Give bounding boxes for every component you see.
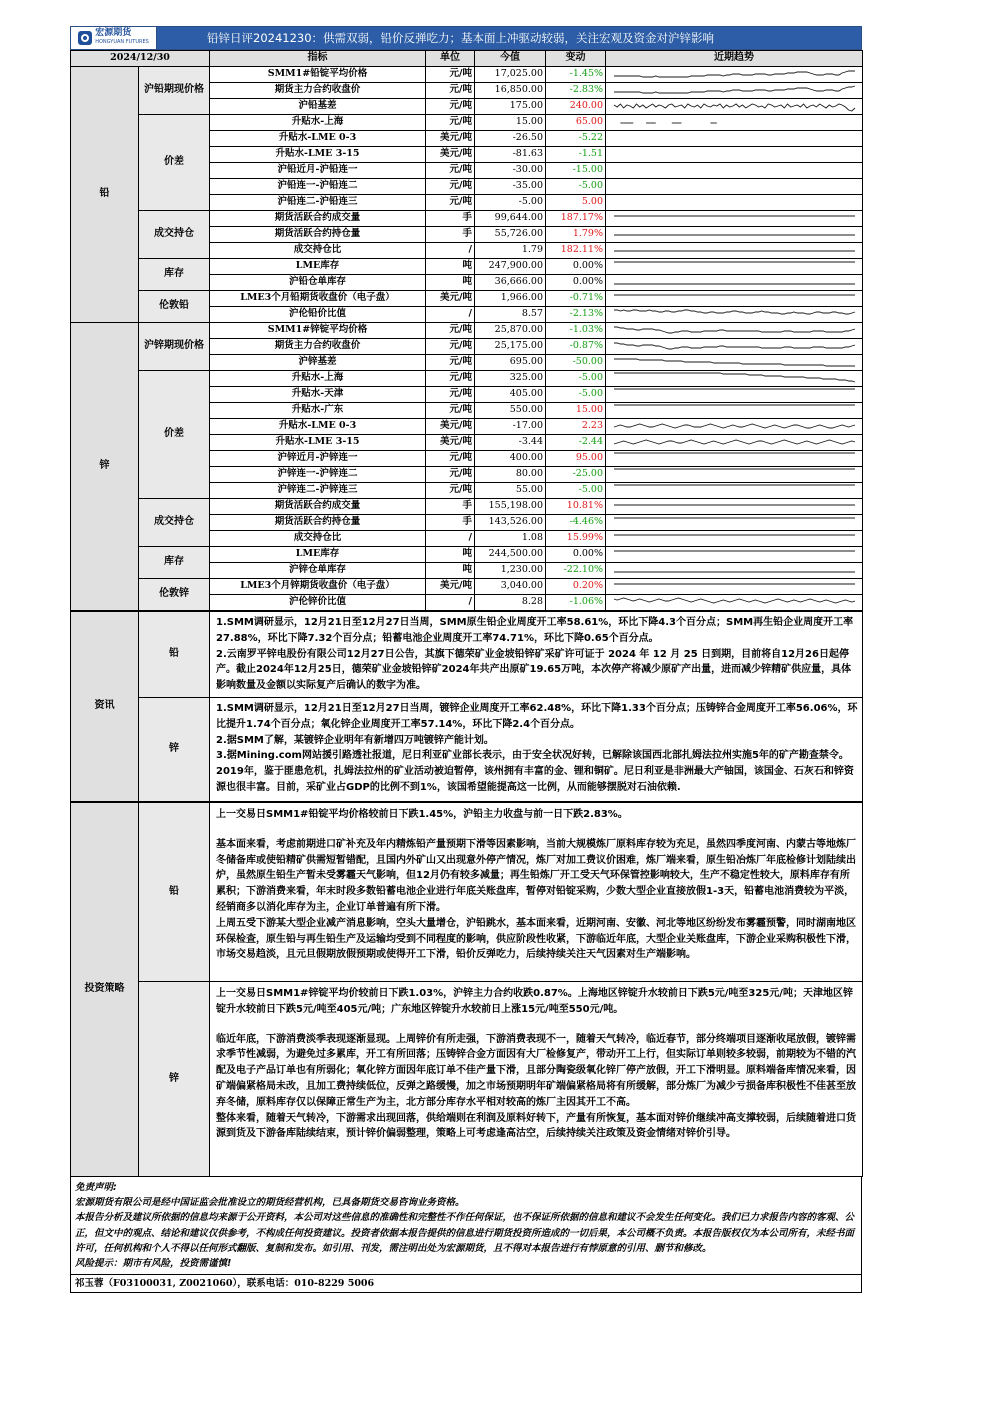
section-label: 锌 xyxy=(71,323,139,611)
table-header-row xyxy=(71,51,863,67)
group-label: 沪铅期现价格 xyxy=(139,67,210,115)
trend-cell xyxy=(606,195,863,211)
disclaimer-title: 免责声明: xyxy=(75,1181,117,1193)
value-cell: 3,040.00 xyxy=(475,579,546,595)
value-cell: 16,850.00 xyxy=(475,83,546,99)
unit-cell: / xyxy=(426,595,475,611)
unit-cell: 元/吨 xyxy=(426,163,475,179)
trend-sparkline xyxy=(606,67,863,82)
value-cell: 1,230.00 xyxy=(475,563,546,579)
trend-cell xyxy=(606,467,863,483)
indicator-label: LME3个月锌期货收盘价（电子盘） xyxy=(210,579,426,595)
change-cell: 187.17% xyxy=(546,211,606,227)
change-cell: 65.00 xyxy=(546,115,606,131)
group-label: 库存 xyxy=(139,547,210,579)
unit-cell: 美元/吨 xyxy=(426,147,475,163)
strategy-lead-label: 铅 xyxy=(139,802,210,981)
unit-cell: 美元/吨 xyxy=(426,131,475,147)
trend-cell xyxy=(606,595,863,611)
change-cell: -1.03% xyxy=(546,323,606,339)
trend-sparkline xyxy=(606,435,863,450)
unit-cell: 元/吨 xyxy=(426,67,475,83)
unit-cell: 元/吨 xyxy=(426,99,475,115)
sparkline-path xyxy=(614,310,855,314)
value-cell: -81.63 xyxy=(475,147,546,163)
strategy-zinc-para: 整体来看，随着天气转冷，下游需求出现回落，供给端则在利润及原料好转下，产量有所恢复，基本面对锌价继续冲高支撑较弱，后续随着进口货源到货及下游备库陆续结束，预计锌价偏弱整理，策略上可考虑逢高沽空，后续持续关注政策及资金情绪对锌价引导。 xyxy=(216,1112,856,1140)
trend-sparkline xyxy=(606,211,863,226)
sparkline-path xyxy=(614,598,855,603)
value-cell: 695.00 xyxy=(475,355,546,371)
value-cell: 325.00 xyxy=(475,371,546,387)
strategy-table xyxy=(70,802,863,1177)
unit-cell: 美元/吨 xyxy=(426,419,475,435)
table-row xyxy=(71,259,863,275)
trend-cell xyxy=(606,83,863,99)
unit-cell: 元/吨 xyxy=(426,371,475,387)
trend-cell xyxy=(606,275,863,291)
group-label: 成交持仓 xyxy=(139,211,210,259)
value-cell: 80.00 xyxy=(475,467,546,483)
trend-cell xyxy=(606,115,863,131)
sparkline-path xyxy=(614,327,855,333)
change-cell: -1.51 xyxy=(546,147,606,163)
sparkline-path xyxy=(614,71,855,77)
trend-cell xyxy=(606,515,863,531)
value-cell: -5.00 xyxy=(475,195,546,211)
table-row xyxy=(71,499,863,515)
value-cell: 244,500.00 xyxy=(475,547,546,563)
group-label: 价差 xyxy=(139,371,210,499)
group-label: 价差 xyxy=(139,115,210,211)
indicator-label: 成交持仓比 xyxy=(210,531,426,547)
change-cell: 0.00% xyxy=(546,547,606,563)
trend-cell xyxy=(606,179,863,195)
indicator-label: 期货主力合约收盘价 xyxy=(210,83,426,99)
unit-cell: 手 xyxy=(426,211,475,227)
indicator-label: 升贴水-上海 xyxy=(210,115,426,131)
trend-cell xyxy=(606,371,863,387)
value-cell: 8.28 xyxy=(475,595,546,611)
indicator-label: 期货活跃合约持仓量 xyxy=(210,227,426,243)
strategy-lead-para: 基本面来看，考虑前期进口矿补充及年内精炼铅产量预期下滑等因素影响，当前大规模炼厂原料库存较为充足，虽然四季度河南、内蒙古等地炼厂冬储备库或使铅精矿供需短暂错配，且国内外矿山又出现意外停产情况，炼厂对加工费议价困难，炼厂端来看，原生铅冶炼厂年底检修计划陆续出炉，虽然原生铅生产暂未受雾霾天气影响，但12月仍有较多减量；再生铅炼厂开工受天气环保管控影响较大，生产不稳定性较大，原料库存有所累积；下游消费来看，年末时段多数铅蓄电池企业进行年底关账盘库，暂停对铅锭采购，少数大型企业直接放假1-3天，铅蓄电池消费较为平淡，经销商多以消化库存为主，企业订单普遍有所下滑。 xyxy=(216,838,856,913)
change-cell: -2.83% xyxy=(546,83,606,99)
news-zinc-label: 锌 xyxy=(139,697,210,801)
sparkline-path xyxy=(614,424,855,428)
report xyxy=(70,26,862,1293)
trend-cell xyxy=(606,563,863,579)
unit-cell: 元/吨 xyxy=(426,339,475,355)
trend-sparkline xyxy=(606,275,863,290)
change-cell: 15.99% xyxy=(546,531,606,547)
trend-cell xyxy=(606,67,863,83)
change-cell: 0.00% xyxy=(546,275,606,291)
indicator-label: 升贴水-天津 xyxy=(210,387,426,403)
table-row xyxy=(71,115,863,131)
sparkline-path xyxy=(614,343,855,349)
value-cell: 17,025.00 xyxy=(475,67,546,83)
change-cell: -2.44 xyxy=(546,435,606,451)
disclaimer-line: 宏源期货有限公司是经中国证监会批准设立的期货经营机构，已具备期货交易咨询业务资格。 xyxy=(75,1197,465,1209)
value-cell: 99,644.00 xyxy=(475,211,546,227)
trend-cell xyxy=(606,531,863,547)
indicator-label: 沪伦铅价比值 xyxy=(210,307,426,323)
news-lead-para: 1.SMM调研显示，12月21日至12月27日当周，SMM原生铅企业周度开工率58.61%，环比下降4.3个百分点；SMM再生铅企业周度开工率27.88%，环比下降7.32个百分点；铅蓄电池企业周度开工率74.71%，环比下降0.65个百分点。 xyxy=(216,617,854,644)
trend-sparkline xyxy=(606,467,863,482)
unit-cell: 元/吨 xyxy=(426,403,475,419)
trend-sparkline xyxy=(606,531,863,546)
trend-sparkline xyxy=(606,387,863,402)
value-cell: 143,526.00 xyxy=(475,515,546,531)
report-header xyxy=(70,26,862,50)
trend-sparkline xyxy=(606,179,863,194)
change-cell: -5.00 xyxy=(546,387,606,403)
unit-cell: 元/吨 xyxy=(426,83,475,99)
trend-cell xyxy=(606,403,863,419)
change-cell: -5.00 xyxy=(546,371,606,387)
change-cell: -22.10% xyxy=(546,563,606,579)
change-cell: -4.46% xyxy=(546,515,606,531)
change-cell: -2.13% xyxy=(546,307,606,323)
indicator-label: 升贴水-广东 xyxy=(210,403,426,419)
value-cell: 25,870.00 xyxy=(475,323,546,339)
trend-sparkline xyxy=(606,227,863,242)
col-change: 变动 xyxy=(546,51,606,67)
logo-name: 宏源期货 xyxy=(95,28,132,38)
value-cell: 1,966.00 xyxy=(475,291,546,307)
change-cell: 1.79% xyxy=(546,227,606,243)
change-cell: 15.00 xyxy=(546,403,606,419)
unit-cell: 元/吨 xyxy=(426,179,475,195)
trend-sparkline xyxy=(606,147,863,162)
strategy-lead-para: 上周五受下游某大型企业减产消息影响，空头大量增仓，沪铅跳水，基本面来看，近期河南、安徽、河北等地区纷纷发布雾霾预警，同时湖南地区环保检查，原生铅与再生铅生产及运输均受到不同程度的影响，供应阶段性收紧，下游临近年底，大型企业关账盘库，下游企业采购积极性下滑，市场交易趋淡，且元旦假期放假预期或使得开工下滑，铅价反弹吃力，后续持续关注天气因素对生产端影响。 xyxy=(216,917,856,961)
unit-cell: 吨 xyxy=(426,547,475,563)
change-cell: -5.00 xyxy=(546,483,606,499)
indicator-label: 升贴水-LME 3-15 xyxy=(210,435,426,451)
value-cell: 1.08 xyxy=(475,531,546,547)
value-cell: 247,900.00 xyxy=(475,259,546,275)
change-cell: 2.23 xyxy=(546,419,606,435)
value-cell: 400.00 xyxy=(475,451,546,467)
group-label: 伦敦锌 xyxy=(139,579,210,611)
news-lead-label: 铅 xyxy=(139,612,210,698)
trend-cell xyxy=(606,579,863,595)
unit-cell: 手 xyxy=(426,227,475,243)
trend-cell xyxy=(606,451,863,467)
trend-cell xyxy=(606,211,863,227)
trend-cell xyxy=(606,435,863,451)
value-cell: -3.44 xyxy=(475,435,546,451)
unit-cell: 美元/吨 xyxy=(426,435,475,451)
analyst-contact: 祁玉蓉（F03100031, Z0021060），联系电话：010-8229 5006 xyxy=(70,1275,862,1293)
disclaimer-line: 风险提示：期市有风险，投资需谨慎! xyxy=(75,1258,232,1269)
indicator-label: 沪铅近月-沪铅连一 xyxy=(210,163,426,179)
unit-cell: 美元/吨 xyxy=(426,291,475,307)
trend-sparkline xyxy=(606,83,863,98)
value-cell: -17.00 xyxy=(475,419,546,435)
trend-sparkline xyxy=(606,99,863,114)
change-cell: 240.00 xyxy=(546,99,606,115)
sparkline-path xyxy=(614,86,855,93)
unit-cell: 吨 xyxy=(426,275,475,291)
indicator-label: 升贴水-上海 xyxy=(210,371,426,387)
change-cell: -1.45% xyxy=(546,67,606,83)
trend-sparkline xyxy=(606,131,863,146)
trend-cell xyxy=(606,163,863,179)
strategy-lead-para: 上一交易日SMM1#铅锭平均价格较前日下跌1.45%，沪铅主力收盘与前一日下跌2.83%。 xyxy=(216,808,628,820)
value-cell: 405.00 xyxy=(475,387,546,403)
news-lead-text xyxy=(210,612,863,698)
indicator-label: 沪铅连一-沪铅连二 xyxy=(210,179,426,195)
news-zinc-para: 3.据Mining.com网站援引路透社报道，尼日利亚矿业部长表示，由于安全状况好转，已解除该国西北部扎姆法拉州实施5年的矿产勘查禁令。2019年，鉴于匪患危机，扎姆法拉州的矿业活动被迫暂停，该州拥有丰富的金、锂和铜矿。尼日利亚是非洲最大产铀国，该国金、石灰石和锌资源也很丰富。目前，采矿业占GDP的比例不到1%，该国希望能提高这一比例，从而能够摆脱对石油依赖. xyxy=(216,750,854,793)
trend-cell xyxy=(606,147,863,163)
trend-sparkline xyxy=(606,195,863,210)
unit-cell: 元/吨 xyxy=(426,483,475,499)
col-unit: 单位 xyxy=(426,51,475,67)
trend-cell xyxy=(606,99,863,115)
news-zinc-para: 2.据SMM了解，某镀锌企业明年有新增四万吨镀锌产能计划。 xyxy=(216,734,494,746)
logo-icon xyxy=(78,31,92,45)
strategy-zinc-para: 上一交易日SMM1#锌锭平均价较前日下跌1.03%，沪锌主力合约收跌0.87%。上海地区锌锭升水较前日下跌5元/吨至325元/吨；天津地区锌锭升水较前日下跌5元/吨至405元/吨；广东地区锌锭升水较前日上涨15元/吨至550元/吨。 xyxy=(216,987,853,1015)
trend-sparkline xyxy=(606,243,863,258)
change-cell: -25.00 xyxy=(546,467,606,483)
value-cell: 155,198.00 xyxy=(475,499,546,515)
unit-cell: 元/吨 xyxy=(426,451,475,467)
unit-cell: 元/吨 xyxy=(426,323,475,339)
change-cell: -5.22 xyxy=(546,131,606,147)
value-cell: 8.57 xyxy=(475,307,546,323)
indicator-label: 沪铅仓单库存 xyxy=(210,275,426,291)
indicator-label: 沪锌近月-沪锌连一 xyxy=(210,451,426,467)
group-label: 成交持仓 xyxy=(139,499,210,547)
sparkline-path xyxy=(614,373,855,382)
change-cell: -50.00 xyxy=(546,355,606,371)
market-data-table xyxy=(70,50,863,611)
change-cell: 182.11% xyxy=(546,243,606,259)
trend-sparkline xyxy=(606,595,863,610)
trend-cell xyxy=(606,355,863,371)
indicator-label: 升贴水-LME 0-3 xyxy=(210,131,426,147)
table-row xyxy=(71,323,863,339)
unit-cell: / xyxy=(426,307,475,323)
unit-cell: 元/吨 xyxy=(426,195,475,211)
indicator-label: 期货活跃合约成交量 xyxy=(210,499,426,515)
indicator-label: 沪铅基差 xyxy=(210,99,426,115)
trend-sparkline xyxy=(606,419,863,434)
news-table xyxy=(70,611,863,802)
trend-cell xyxy=(606,339,863,355)
sparkline-path xyxy=(614,359,855,366)
trend-cell xyxy=(606,243,863,259)
value-cell: 550.00 xyxy=(475,403,546,419)
unit-cell: 元/吨 xyxy=(426,355,475,371)
indicator-label: 沪伦锌价比值 xyxy=(210,595,426,611)
trend-cell xyxy=(606,259,863,275)
group-label: 伦敦铅 xyxy=(139,291,210,323)
value-cell: 55,726.00 xyxy=(475,227,546,243)
indicator-label: LME库存 xyxy=(210,259,426,275)
col-today: 今值 xyxy=(475,51,546,67)
trend-sparkline xyxy=(606,163,863,178)
trend-sparkline xyxy=(606,547,863,562)
indicator-label: SMM1#铅锭平均价格 xyxy=(210,67,426,83)
indicator-label: LME库存 xyxy=(210,547,426,563)
trend-sparkline xyxy=(606,579,863,594)
table-row xyxy=(71,211,863,227)
table-row xyxy=(71,291,863,307)
trend-sparkline xyxy=(606,515,863,530)
change-cell: 10.81% xyxy=(546,499,606,515)
change-cell: -15.00 xyxy=(546,163,606,179)
indicator-label: 期货活跃合约持仓量 xyxy=(210,515,426,531)
trend-sparkline xyxy=(606,563,863,578)
indicator-label: 成交持仓比 xyxy=(210,243,426,259)
report-date: 2024/12/30 xyxy=(71,51,210,67)
indicator-label: 期货活跃合约成交量 xyxy=(210,211,426,227)
unit-cell: 吨 xyxy=(426,259,475,275)
trend-cell xyxy=(606,387,863,403)
trend-sparkline xyxy=(606,323,863,338)
group-label: 库存 xyxy=(139,259,210,291)
sparkline-path xyxy=(614,104,855,111)
table-row xyxy=(71,579,863,595)
disclaimer xyxy=(70,1177,862,1275)
unit-cell: 美元/吨 xyxy=(426,579,475,595)
indicator-label: SMM1#锌锭平均价格 xyxy=(210,323,426,339)
trend-sparkline xyxy=(606,355,863,370)
trend-cell xyxy=(606,291,863,307)
trend-cell xyxy=(606,483,863,499)
value-cell: 1.79 xyxy=(475,243,546,259)
trend-sparkline xyxy=(606,371,863,386)
change-cell: 95.00 xyxy=(546,451,606,467)
table-row xyxy=(71,67,863,83)
table-row xyxy=(71,547,863,563)
strategy-zinc-text xyxy=(210,981,863,1176)
value-cell: -26.50 xyxy=(475,131,546,147)
news-lead-para: 2.云南罗平锌电股份有限公司12月27日公告，其旗下德荣矿业金坡铅锌矿采矿许可证于 2024 年 12 月 25 日到期，目前将自12月26日起停产。截止2024年12月25日，德荣矿业金坡铅锌矿2024年共产出原矿19.65万吨，本次停产将减少原矿产出量，进而减少锌精矿供应量，具体影响数量及金额以实际复产后确认的数字为准。 xyxy=(216,648,852,692)
value-cell: 175.00 xyxy=(475,99,546,115)
company-logo xyxy=(71,27,157,49)
sparkline-path xyxy=(614,440,855,444)
trend-sparkline xyxy=(606,115,863,130)
trend-cell xyxy=(606,419,863,435)
change-cell: -0.87% xyxy=(546,339,606,355)
indicator-label: LME3个月铅期货收盘价（电子盘） xyxy=(210,291,426,307)
value-cell: 25,175.00 xyxy=(475,339,546,355)
value-cell: 36,666.00 xyxy=(475,275,546,291)
indicator-label: 升贴水-LME 0-3 xyxy=(210,419,426,435)
change-cell: 5.00 xyxy=(546,195,606,211)
unit-cell: 元/吨 xyxy=(426,467,475,483)
trend-cell xyxy=(606,323,863,339)
unit-cell: 手 xyxy=(426,499,475,515)
table-row xyxy=(71,371,863,387)
unit-cell: / xyxy=(426,243,475,259)
indicator-label: 升贴水-LME 3-15 xyxy=(210,147,426,163)
unit-cell: 吨 xyxy=(426,563,475,579)
strategy-section-label: 投资策略 xyxy=(71,802,139,1176)
col-trend: 近期趋势 xyxy=(606,51,863,67)
strategy-lead-text xyxy=(210,802,863,981)
value-cell: -35.00 xyxy=(475,179,546,195)
trend-sparkline xyxy=(606,307,863,322)
change-cell: -5.00 xyxy=(546,179,606,195)
value-cell: 15.00 xyxy=(475,115,546,131)
disclaimer-line: 本报告分析及建议所依据的信息均来源于公开资料，本公司对这些信息的准确性和完整性不作任何保证，也不保证所依据的信息和建议不会发生任何变化。我们已力求报告内容的客观、公正，但文中的观点、结论和建议仅供参考，不构成任何投资建议。投资者依据本报告提供的信息进行期货投资所造成的一切后果，本公司概不负责。本报告版权仅为本公司所有，未经书面许可，任何机构和个人不得以任何形式翻版、复制和发布。如引用、刊发，需注明出处为宏源期货，且不得对本报告进行有悖原意的引用、删节和修改。 xyxy=(75,1212,855,1254)
logo-name-en: HONGYUAN FUTURES xyxy=(95,39,149,45)
trend-cell xyxy=(606,307,863,323)
trend-cell xyxy=(606,131,863,147)
unit-cell: 手 xyxy=(426,515,475,531)
indicator-label: 沪锌仓单库存 xyxy=(210,563,426,579)
trend-sparkline xyxy=(606,291,863,306)
trend-sparkline xyxy=(606,451,863,466)
trend-sparkline xyxy=(606,339,863,354)
change-cell: -0.71% xyxy=(546,291,606,307)
indicator-label: 沪锌连一-沪锌连二 xyxy=(210,467,426,483)
value-cell: 55.00 xyxy=(475,483,546,499)
col-indicator: 指标 xyxy=(210,51,426,67)
unit-cell: 元/吨 xyxy=(426,387,475,403)
unit-cell: / xyxy=(426,531,475,547)
trend-sparkline xyxy=(606,499,863,514)
change-cell: 0.00% xyxy=(546,259,606,275)
indicator-label: 沪锌连二-沪锌连三 xyxy=(210,483,426,499)
change-cell: -1.06% xyxy=(546,595,606,611)
trend-cell xyxy=(606,227,863,243)
trend-cell xyxy=(606,547,863,563)
trend-sparkline xyxy=(606,403,863,418)
news-section-label: 资讯 xyxy=(71,612,139,802)
strategy-zinc-para: 临近年底，下游消费淡季表现逐渐显现。上周锌价有所走强，下游消费表现不一，随着天气转冷，临近春节，部分终端项目逐渐收尾放假，镀锌需求季节性减弱，为避免过多累库，开工有所回落；压铸锌合金方面因有大厂检修复产，带动开工上行，但实际订单则较多较弱，前期较为不错的汽配及电子产品订单也有所弱化；氧化锌方面因年底订单不佳产量下滑，且部分陶瓷级氧化锌厂停产放假，开工下滑明显。原料端备库情况来看，因矿端偏紧格局未改，且加工费持续低位，反弹之路缓慢，加之市场预期明年矿端偏紧格局将有所缓解，部分炼厂为减少亏损备库积极性不佳甚至放弃冬储，原料库存仅以保障正常生产为主，北方部分库存水平相对较高的炼厂主因其开工不高。 xyxy=(216,1033,856,1108)
news-zinc-text xyxy=(210,697,863,801)
strategy-zinc-label: 锌 xyxy=(139,981,210,1176)
value-cell: -30.00 xyxy=(475,163,546,179)
group-label: 沪锌期现价格 xyxy=(139,323,210,371)
trend-sparkline xyxy=(606,483,863,498)
trend-sparkline xyxy=(606,259,863,274)
indicator-label: 沪铅连二-沪铅连三 xyxy=(210,195,426,211)
unit-cell: 元/吨 xyxy=(426,115,475,131)
trend-cell xyxy=(606,499,863,515)
indicator-label: 沪锌基差 xyxy=(210,355,426,371)
change-cell: 0.20% xyxy=(546,579,606,595)
indicator-label: 期货主力合约收盘价 xyxy=(210,339,426,355)
report-title: 铅锌日评20241230：供需双弱，铅价反弹吃力；基本面上冲驱动较弱，关注宏观及资金对沪锌影响 xyxy=(157,27,861,49)
news-zinc-para: 1.SMM调研显示，12月21日至12月27日当周，镀锌企业周度开工率62.48%，环比下降1.33个百分点；压铸锌合金周度开工率56.06%，环比提升1.74个百分点；氧化锌企业周度开工率57.14%，环比下降2.4个百分点。 xyxy=(216,702,858,730)
section-label: 铅 xyxy=(71,67,139,323)
